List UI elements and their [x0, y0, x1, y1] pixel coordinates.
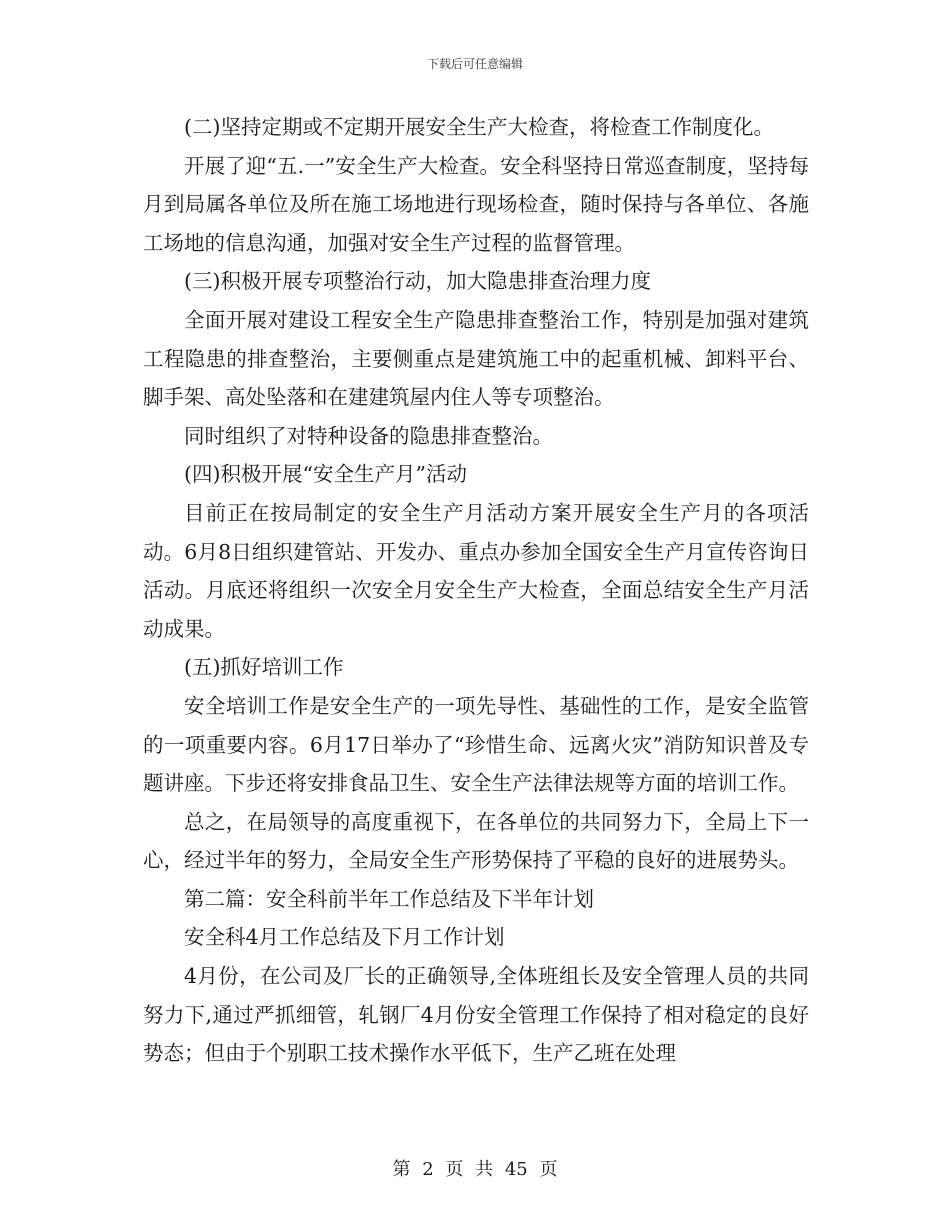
paragraph: 开展了迎“五.一”安全生产大检查。安全科坚持日常巡查制度，坚持每月到局属各单位及所在施工场地进行现场检查，随时保持与各单位、各施工场地的信息沟通，加强对安全生产过程的监督管理。: [143, 153, 809, 255]
paragraph: 4月份，在公司及厂长的正确领导,全体班组长及安全管理人员的共同努力下,通过严抓细管，轧钢厂4月份安全管理工作保持了相对稳定的良好势态；但由于个别职工技术操作水平低下，生产乙班在处理: [143, 964, 809, 1066]
paragraph: 总之，在局领导的高度重视下，在各单位的共同努力下，全局上下一心，经过半年的努力，全局安全生产形势保持了平稳的良好的进展势头。: [143, 809, 809, 873]
paragraph: (五)抓好培训工作: [184, 655, 344, 680]
paragraph: 目前正在按局制定的安全生产月活动方案开展安全生产月的各项活动。6月8日组织建管站、开发办、重点办参加全国安全生产月宣传咨询日活动。月底还将组织一次安全月安全生产大检查，全面总结安全生产月活动成果。: [143, 500, 809, 641]
paragraph: (三)积极开展专项整治行动，加大隐患排查治理力度: [184, 269, 651, 294]
page-footer: 第 2 页 共 45 页: [392, 1159, 558, 1180]
paragraph: (二)坚持定期或不定期开展安全生产大检查，将检查工作制度化。: [184, 115, 774, 139]
paragraph: 安全培训工作是安全生产的一项先导性、基础性的工作，是安全监管的一项重要内容。6月17日举办了“珍惜生命、远离火灾”消防知识普及专题讲座。下步还将安排食品卫生、安全生产法律法规等方面的培训工作。: [143, 693, 809, 796]
paragraph: 同时组织了对特种设备的隐患排查整治。: [184, 423, 553, 448]
paragraph: 安全科4月工作总结及下月工作计划: [184, 925, 505, 950]
page-header: 下载后可任意编辑: [426, 57, 523, 71]
document-body: [143, 108, 809, 1073]
paragraph: 全面开展对建设工程安全生产隐患排查整治工作，特别是加强对建筑工程隐患的排查整治，主要侧重点是建筑施工中的起重机械、卸料平台、脚手架、高处坠落和在建建筑屋内住人等专项整治。: [143, 307, 809, 410]
paragraph: 第二篇：安全科前半年工作总结及下半年计划: [184, 886, 594, 911]
paragraph: (四)积极开展“安全生产月”活动: [184, 462, 467, 487]
